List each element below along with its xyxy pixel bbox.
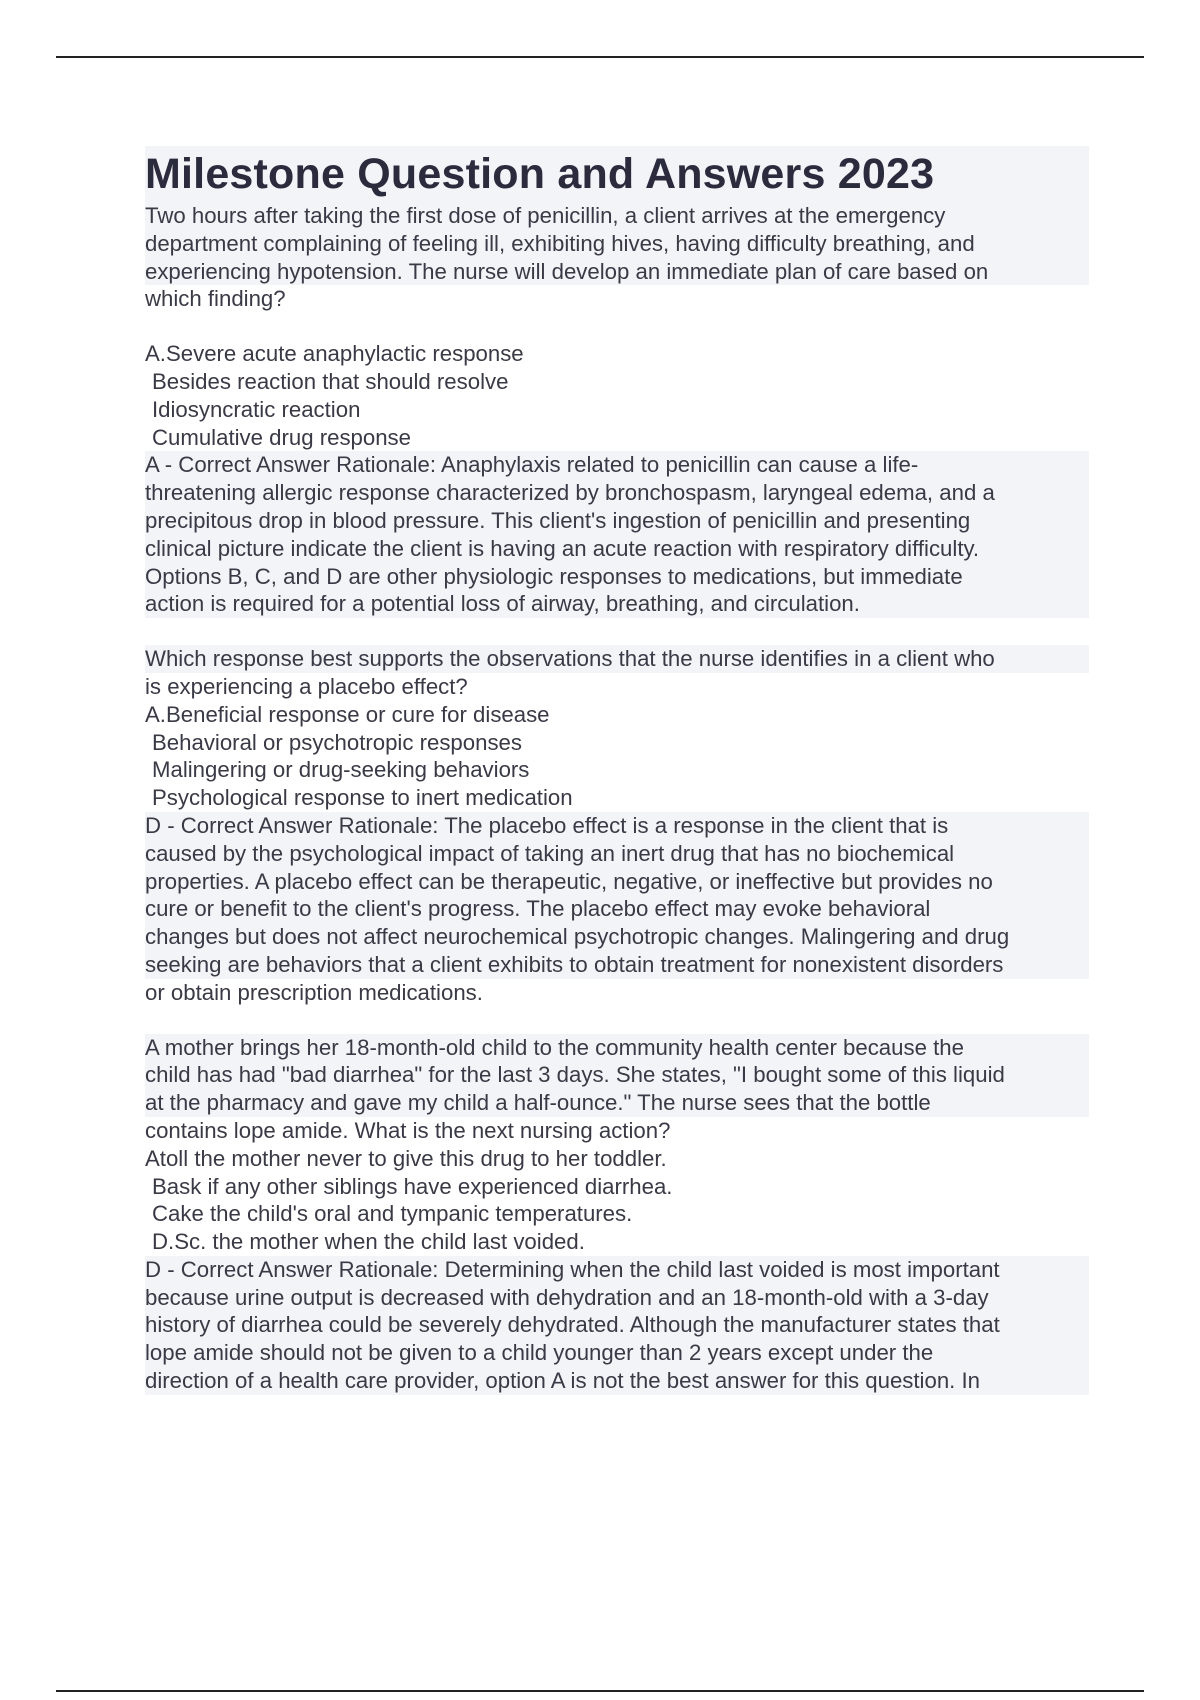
stem-line: which finding? (145, 286, 286, 312)
stem-line: department complaining of feeling ill, exhibiting hives, having difficulty breathing, and (145, 230, 1089, 258)
stem-line: contains lope amide. What is the next nursing action? (145, 1117, 671, 1143)
answer-option-a: A.Beneficial response or cure for disease (145, 701, 550, 727)
answer-option-b: Besides reaction that should resolve (152, 368, 509, 394)
answer-option-d: Cumulative drug response (152, 424, 411, 450)
rationale-line: because urine output is decreased with dehydration and an 18-month-old with a 3-day (145, 1284, 1089, 1312)
rationale-line: changes but does not affect neurochemical psychotropic changes. Malingering and drug (145, 923, 1089, 951)
stem-line: child has had "bad diarrhea" for the last 3 days. She states, "I bought some of this liquid (145, 1061, 1089, 1089)
document-body (145, 146, 1089, 1395)
rationale-line: or obtain prescription medications. (145, 979, 483, 1005)
answer-rationale (145, 812, 1089, 1007)
rationale-line: A - Correct Answer Rationale: Anaphylaxis related to penicillin can cause a life- (145, 451, 1089, 479)
rationale-line: precipitous drop in blood pressure. This client's ingestion of penicillin and presenting (145, 507, 1089, 535)
answer-option-c: Idiosyncratic reaction (152, 396, 361, 422)
rationale-line: threatening allergic response characterized by bronchospasm, laryngeal edema, and a (145, 479, 1089, 507)
paragraph-gap (145, 1007, 1089, 1034)
answer-options (145, 340, 1089, 451)
title-band (145, 146, 1089, 202)
stem-line: experiencing hypotension. The nurse will develop an immediate plan of care based on (145, 258, 1089, 286)
rationale-line: lope amide should not be given to a child younger than 2 years except under the (145, 1339, 1089, 1367)
rationale-line: cure or benefit to the client's progress. The placebo effect may evoke behavioral (145, 895, 1089, 923)
stem-line: Which response best supports the observations that the nurse identifies in a client who (145, 645, 1089, 673)
answer-option-b: Bask if any other siblings have experienced diarrhea. (152, 1173, 673, 1199)
stem-line: is experiencing a placebo effect? (145, 673, 468, 699)
answer-rationale (145, 1256, 1089, 1395)
bottom-rule (56, 1690, 1144, 1692)
answer-option-b: Behavioral or psychotropic responses (152, 729, 522, 755)
paragraph-gap (145, 618, 1089, 645)
answer-option-a: Atoll the mother never to give this drug to her toddler. (145, 1145, 667, 1171)
rationale-line: direction of a health care provider, option A is not the best answer for this question. In (145, 1367, 1089, 1395)
question-block-1 (145, 202, 1089, 618)
question-stem (145, 202, 1089, 313)
answer-option-d: D.Sc. the mother when the child last voided. (152, 1229, 585, 1255)
answer-option-d: Psychological response to inert medication (152, 785, 573, 811)
rationale-line: caused by the psychological impact of taking an inert drug that has no biochemical (145, 840, 1089, 868)
answer-options (145, 701, 1089, 812)
stem-line: at the pharmacy and gave my child a half-ounce." The nurse sees that the bottle (145, 1089, 1089, 1117)
rationale-line: action is required for a potential loss of airway, breathing, and circulation. (145, 590, 1089, 618)
top-rule (56, 56, 1144, 58)
rationale-line: D - Correct Answer Rationale: The placebo effect is a response in the client that is (145, 812, 1089, 840)
answer-rationale (145, 451, 1089, 618)
document-title: Milestone Question and Answers 2023 (145, 150, 935, 198)
stem-line: A mother brings her 18-month-old child to the community health center because the (145, 1034, 1089, 1062)
rationale-line: Options B, C, and D are other physiologic responses to medications, but immediate (145, 563, 1089, 591)
rationale-line: clinical picture indicate the client is having an acute reaction with respiratory difficulty. (145, 535, 1089, 563)
rationale-line: seeking are behaviors that a client exhibits to obtain treatment for nonexistent disorders (145, 951, 1089, 979)
question-block-3 (145, 1034, 1089, 1395)
question-stem (145, 1034, 1089, 1145)
answer-options (145, 1145, 1089, 1256)
answer-option-c: Cake the child's oral and tympanic temperatures. (152, 1201, 633, 1227)
stem-line: Two hours after taking the first dose of penicillin, a client arrives at the emergency (145, 202, 1089, 230)
rationale-line: D - Correct Answer Rationale: Determining when the child last voided is most important (145, 1256, 1089, 1284)
paragraph-gap (145, 313, 1089, 340)
rationale-line: history of diarrhea could be severely dehydrated. Although the manufacturer states that (145, 1311, 1089, 1339)
answer-option-c: Malingering or drug-seeking behaviors (152, 757, 530, 783)
answer-option-a: A.Severe acute anaphylactic response (145, 341, 524, 367)
rationale-line: properties. A placebo effect can be therapeutic, negative, or ineffective but provides no (145, 868, 1089, 896)
question-stem (145, 645, 1089, 701)
question-block-2 (145, 645, 1089, 1006)
